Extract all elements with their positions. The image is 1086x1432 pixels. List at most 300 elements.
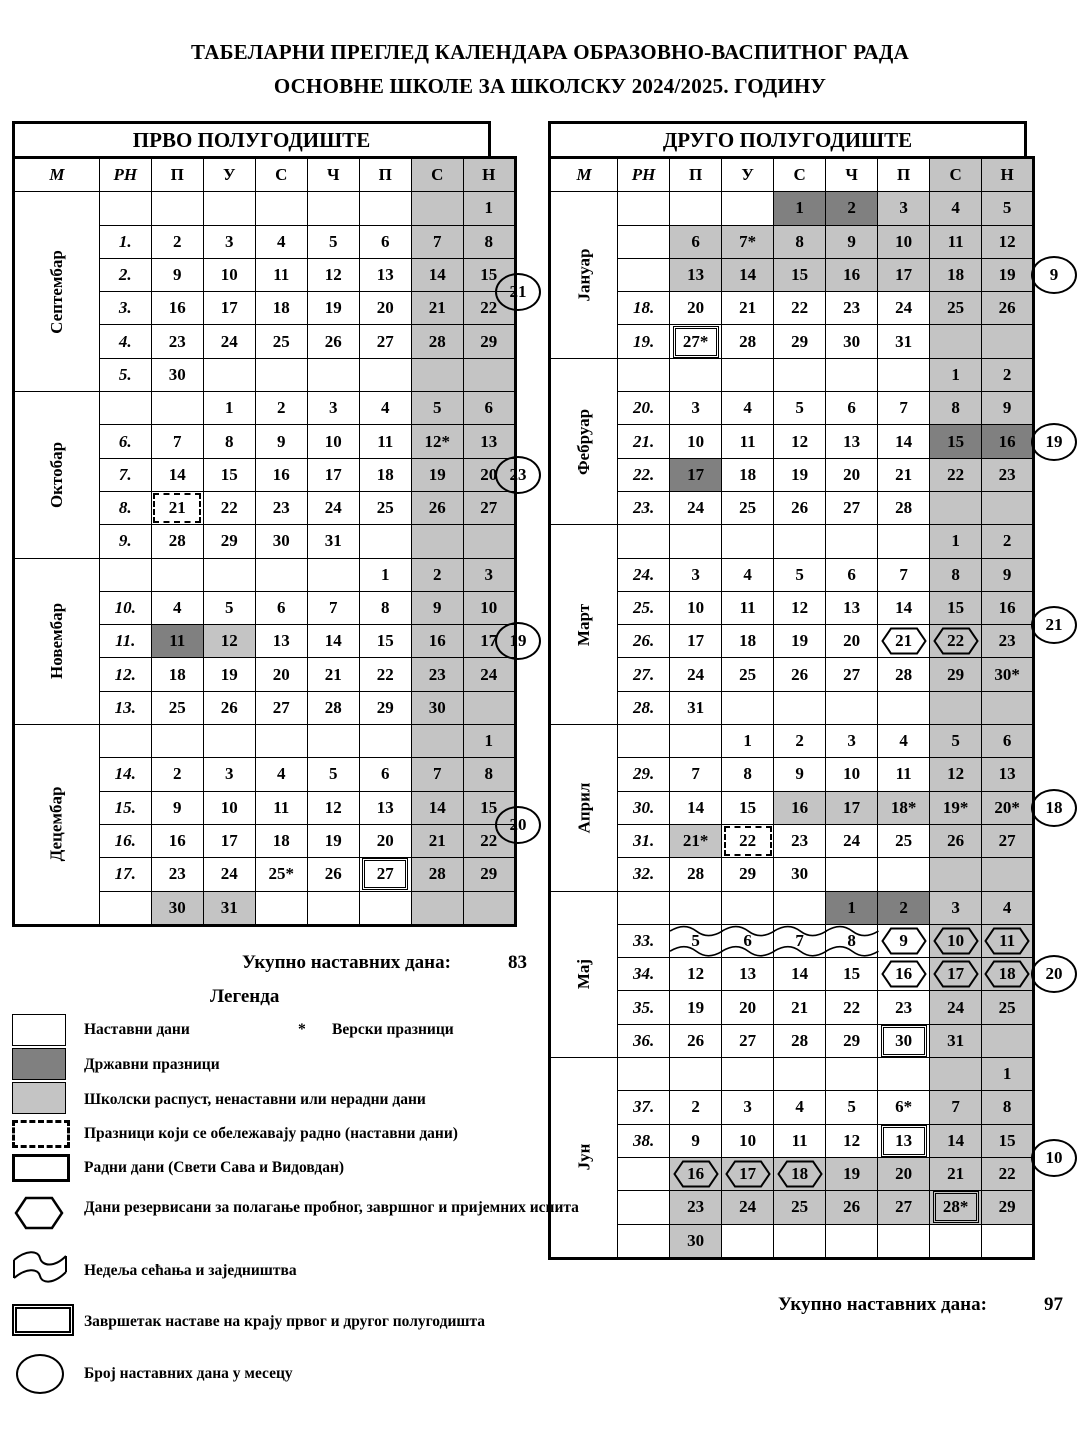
day-cell: 10	[722, 1124, 774, 1157]
day-cell: 26	[982, 292, 1034, 325]
day-cell: 7	[151, 425, 203, 458]
week-number: 26.	[618, 625, 670, 658]
week-row	[550, 458, 1034, 491]
day-cell: 4	[930, 192, 982, 225]
day-cell: 20	[255, 658, 307, 691]
week-row	[550, 591, 1034, 624]
column-header: РН	[618, 158, 670, 192]
day-cell: 4	[151, 591, 203, 624]
day-cell: 10	[203, 258, 255, 291]
day-cell: 5	[774, 558, 826, 591]
week-number: 10.	[99, 591, 151, 624]
day-cell: 25	[722, 491, 774, 524]
day-cell: 10	[670, 425, 722, 458]
wave-icon	[722, 925, 774, 957]
week-row	[550, 1058, 1034, 1091]
week-number: 35.	[618, 991, 670, 1024]
day-cell: 29	[359, 691, 411, 724]
day-number: 16	[895, 964, 913, 984]
column-header: Ч	[307, 158, 359, 192]
day-cell: 23	[255, 491, 307, 524]
day-cell: 21	[878, 458, 930, 491]
day-cell: 22	[463, 824, 515, 857]
day-cell	[359, 858, 411, 891]
day-cell: 13	[826, 425, 878, 458]
day-cell	[670, 358, 722, 391]
day-cell: 25	[255, 325, 307, 358]
day-cell: 5	[930, 725, 982, 758]
week-row	[550, 1024, 1034, 1057]
day-cell: 27	[463, 491, 515, 524]
week-row	[14, 192, 516, 225]
day-cell: 16	[774, 791, 826, 824]
week-row	[550, 1191, 1034, 1224]
day-cell: 19*	[930, 791, 982, 824]
day-cell	[463, 891, 515, 925]
day-cell	[411, 525, 463, 558]
day-cell: 17	[203, 292, 255, 325]
day-cell	[878, 1024, 930, 1057]
week-row	[550, 325, 1034, 358]
day-cell: 18	[255, 292, 307, 325]
day-cell: 26	[774, 491, 826, 524]
day-cell: 3	[203, 758, 255, 791]
day-cell: 15	[774, 258, 826, 291]
day-cell: 15	[982, 1124, 1034, 1157]
day-cell	[255, 358, 307, 391]
exam-day-marker	[933, 627, 979, 655]
day-cell: 19	[774, 458, 826, 491]
week-row	[550, 691, 1034, 724]
day-cell: 20	[722, 991, 774, 1024]
day-cell	[774, 1224, 826, 1258]
day-cell	[878, 358, 930, 391]
week-number	[99, 725, 151, 758]
day-cell: 14	[411, 791, 463, 824]
day-cell: 28	[411, 858, 463, 891]
day-cell	[151, 558, 203, 591]
day-cell: 18	[722, 625, 774, 658]
week-number	[618, 258, 670, 291]
day-cell	[411, 192, 463, 225]
day-cell	[774, 891, 826, 924]
day-cell: 27	[359, 325, 411, 358]
week-number: 24.	[618, 558, 670, 591]
day-cell: 13	[359, 258, 411, 291]
day-cell: 3	[203, 225, 255, 258]
day-cell: 7	[411, 758, 463, 791]
week-number: 5.	[99, 358, 151, 391]
day-cell: 16	[151, 292, 203, 325]
day-cell: 1	[359, 558, 411, 591]
month-name	[14, 725, 100, 926]
day-cell: 30	[255, 525, 307, 558]
day-cell: 25	[878, 824, 930, 857]
week-row	[550, 758, 1034, 791]
week-number	[618, 192, 670, 225]
day-cell: 8	[930, 558, 982, 591]
exam-day-marker	[984, 927, 1030, 955]
day-cell: 11	[930, 225, 982, 258]
day-cell	[255, 725, 307, 758]
day-cell: 5	[670, 924, 722, 957]
day-cell: 18	[722, 458, 774, 491]
page-title-line2: ОСНОВНЕ ШКОЛЕ ЗА ШКОЛСКУ 2024/2025. ГОДИНУ	[273, 74, 827, 98]
day-number: 9	[899, 930, 908, 950]
legend-swatch-dashed	[12, 1120, 70, 1148]
day-cell: 11	[878, 758, 930, 791]
day-cell	[982, 858, 1034, 891]
wave-icon	[774, 925, 826, 957]
day-cell	[774, 1157, 826, 1190]
week-number	[99, 891, 151, 925]
day-cell: 8	[930, 392, 982, 425]
week-row	[550, 1124, 1034, 1157]
day-cell: 13	[255, 625, 307, 658]
week-number: 1.	[99, 225, 151, 258]
day-cell: 28	[878, 658, 930, 691]
week-number: 21.	[618, 425, 670, 458]
week-row	[550, 725, 1034, 758]
day-cell: 30	[826, 325, 878, 358]
day-cell: 30	[151, 891, 203, 925]
day-cell: 5	[203, 591, 255, 624]
week-number: 25.	[618, 591, 670, 624]
second-half-total-label: Укупно наставних дана:	[778, 1294, 987, 1315]
working-holiday-marker	[724, 826, 772, 856]
legend-label-school-days: Наставни дани	[84, 1021, 190, 1038]
day-cell: 29	[203, 525, 255, 558]
first-half-title: ПРВО ПОЛУГОДИШТЕ	[12, 121, 491, 156]
week-number: 27.	[618, 658, 670, 691]
week-number: 8.	[99, 491, 151, 524]
day-cell	[982, 491, 1034, 524]
day-cell: 31	[203, 891, 255, 925]
day-cell: 7	[878, 392, 930, 425]
day-cell: 28	[411, 325, 463, 358]
week-row	[550, 891, 1034, 924]
day-cell: 14	[670, 791, 722, 824]
day-cell: 3	[307, 392, 359, 425]
day-cell: 21	[722, 292, 774, 325]
day-cell: 4	[878, 725, 930, 758]
week-number: 28.	[618, 691, 670, 724]
day-cell: 24	[463, 658, 515, 691]
day-cell	[774, 525, 826, 558]
day-cell: 7	[307, 591, 359, 624]
page-title-line1: ТАБЕЛАРНИ ПРЕГЛЕД КАЛЕНДАРА ОБРАЗОВНО-ВАСПИТНОГ РАДА	[191, 40, 909, 64]
day-cell	[359, 192, 411, 225]
day-cell	[982, 325, 1034, 358]
week-number: 15.	[99, 791, 151, 824]
day-cell: 18	[930, 258, 982, 291]
working-holiday-marker	[153, 493, 201, 523]
day-cell	[878, 924, 930, 957]
day-number: 18	[998, 964, 1016, 984]
day-cell: 10	[307, 425, 359, 458]
day-cell: 27	[826, 491, 878, 524]
legend-label-religious-holidays: Верски празници	[332, 1021, 454, 1038]
day-cell: 5	[982, 192, 1034, 225]
day-cell: 14	[878, 425, 930, 458]
day-cell	[359, 725, 411, 758]
week-number: 11.	[99, 625, 151, 658]
month-name	[550, 358, 618, 524]
month-name	[14, 558, 100, 724]
day-cell: 23	[411, 658, 463, 691]
day-cell: 20	[878, 1157, 930, 1190]
month-day-count-circle: 19	[495, 622, 541, 660]
day-cell: 14	[151, 458, 203, 491]
day-cell: 11	[255, 791, 307, 824]
day-cell: 30	[774, 858, 826, 891]
month-day-count-circle: 9	[1031, 256, 1077, 294]
month-label: Јун	[574, 1144, 594, 1171]
exam-day-marker	[933, 927, 979, 955]
day-cell: 19	[982, 258, 1034, 291]
week-number: 16.	[99, 824, 151, 857]
day-cell: 15	[359, 625, 411, 658]
day-cell	[359, 358, 411, 391]
day-number: 18	[791, 1164, 809, 1184]
first-half-calendar	[12, 156, 517, 927]
month-label: Децембар	[46, 787, 66, 862]
week-number: 18.	[618, 292, 670, 325]
day-cell: 9	[982, 392, 1034, 425]
day-cell: 24	[878, 292, 930, 325]
day-cell	[774, 691, 826, 724]
day-cell: 21	[307, 658, 359, 691]
month-name	[550, 1058, 618, 1259]
day-cell: 30	[151, 358, 203, 391]
day-cell	[670, 525, 722, 558]
day-cell: 10	[670, 591, 722, 624]
day-cell: 24	[307, 491, 359, 524]
day-cell	[982, 924, 1034, 957]
week-row	[550, 425, 1034, 458]
day-cell	[463, 525, 515, 558]
day-cell: 8	[774, 225, 826, 258]
month-day-count-circle: 20	[1031, 955, 1077, 993]
day-cell: 2	[982, 358, 1034, 391]
day-cell: 9	[826, 225, 878, 258]
week-number	[618, 1058, 670, 1091]
day-cell: 19	[411, 458, 463, 491]
day-cell: 21	[411, 292, 463, 325]
day-cell: 8	[982, 1091, 1034, 1124]
week-number: 38.	[618, 1124, 670, 1157]
month-label: Новембар	[46, 603, 66, 680]
day-cell: 25*	[255, 858, 307, 891]
day-cell: 7	[878, 558, 930, 591]
week-row	[550, 791, 1034, 824]
day-cell: 12	[826, 1124, 878, 1157]
day-cell	[930, 858, 982, 891]
week-number: 4.	[99, 325, 151, 358]
day-cell: 25	[930, 292, 982, 325]
day-cell: 22	[930, 458, 982, 491]
day-cell: 1	[930, 525, 982, 558]
day-cell: 9	[982, 558, 1034, 591]
day-number: 17	[739, 1164, 757, 1184]
day-cell: 17	[826, 791, 878, 824]
day-cell: 10	[878, 225, 930, 258]
day-cell: 10	[826, 758, 878, 791]
day-cell: 10	[203, 791, 255, 824]
wave-icon	[826, 925, 878, 957]
legend-label-day-count: Број наставних дана у месецу	[84, 1365, 293, 1382]
month-name	[14, 392, 100, 558]
day-cell: 21	[411, 824, 463, 857]
day-number: 27*	[682, 331, 709, 351]
day-cell: 24	[722, 1191, 774, 1224]
week-row	[550, 858, 1034, 891]
day-cell: 14	[411, 258, 463, 291]
week-number: 6.	[99, 425, 151, 458]
day-cell: 28	[670, 858, 722, 891]
day-cell: 2	[826, 192, 878, 225]
day-cell: 6	[359, 225, 411, 258]
day-cell: 23	[151, 325, 203, 358]
week-number: 13.	[99, 691, 151, 724]
legend-swatch-vacation	[12, 1082, 66, 1114]
day-cell: 11	[255, 258, 307, 291]
day-cell	[930, 958, 982, 991]
month-label: Октобар	[46, 441, 66, 508]
second-half-total-value: 97	[1044, 1294, 1063, 1315]
end-of-term-marker	[673, 326, 719, 358]
legend-hexagon-icon	[14, 1196, 64, 1230]
month-label: Септембар	[46, 249, 66, 334]
day-cell: 13	[982, 758, 1034, 791]
day-cell: 22	[203, 491, 255, 524]
day-cell: 11	[722, 591, 774, 624]
day-cell	[722, 1224, 774, 1258]
day-cell: 3	[722, 1091, 774, 1124]
day-cell	[307, 891, 359, 925]
day-cell	[670, 325, 722, 358]
day-cell	[463, 691, 515, 724]
day-cell: 12	[307, 791, 359, 824]
day-cell: 21	[930, 1157, 982, 1190]
day-cell: 12	[774, 591, 826, 624]
day-cell	[722, 1157, 774, 1190]
day-cell: 3	[930, 891, 982, 924]
week-number	[99, 392, 151, 425]
month-name	[550, 891, 618, 1057]
day-cell: 19	[307, 824, 359, 857]
week-number: 3.	[99, 292, 151, 325]
day-cell: 27	[982, 824, 1034, 857]
day-cell: 14	[878, 591, 930, 624]
day-cell	[826, 525, 878, 558]
day-cell: 18	[255, 824, 307, 857]
day-cell	[307, 725, 359, 758]
day-cell	[982, 1224, 1034, 1258]
week-row	[550, 1091, 1034, 1124]
day-cell: 6	[359, 758, 411, 791]
day-cell: 26	[826, 1191, 878, 1224]
day-cell: 23	[982, 625, 1034, 658]
day-cell: 26	[203, 691, 255, 724]
day-cell: 16	[826, 258, 878, 291]
week-row	[550, 525, 1034, 558]
day-cell: 3	[826, 725, 878, 758]
month-day-count-circle: 21	[495, 273, 541, 311]
day-cell: 24	[203, 325, 255, 358]
exam-day-marker	[881, 927, 927, 955]
day-cell	[722, 824, 774, 857]
week-number: 37.	[618, 1091, 670, 1124]
week-number: 7.	[99, 458, 151, 491]
day-cell: 12	[670, 958, 722, 991]
day-cell: 2	[151, 225, 203, 258]
day-cell: 1	[774, 192, 826, 225]
day-cell	[151, 491, 203, 524]
day-cell: 13	[826, 591, 878, 624]
week-number: 34.	[618, 958, 670, 991]
day-cell	[982, 958, 1034, 991]
day-cell: 21	[774, 991, 826, 1024]
week-number	[618, 891, 670, 924]
day-cell: 6	[463, 392, 515, 425]
column-header: П	[670, 158, 722, 192]
legend-circle-icon	[16, 1354, 64, 1394]
day-cell	[411, 725, 463, 758]
day-cell: 23	[982, 458, 1034, 491]
month-day-count-circle: 21	[1031, 606, 1077, 644]
day-cell	[930, 325, 982, 358]
day-cell: 25	[982, 991, 1034, 1024]
day-cell: 23	[826, 292, 878, 325]
day-number: 16	[687, 1164, 705, 1184]
day-cell: 22	[826, 991, 878, 1024]
week-number	[99, 192, 151, 225]
day-cell: 12	[307, 258, 359, 291]
day-cell: 8	[826, 924, 878, 957]
day-cell: 12	[930, 758, 982, 791]
day-number: 11	[999, 930, 1016, 950]
day-cell: 15	[463, 258, 515, 291]
day-cell	[411, 891, 463, 925]
week-row	[550, 924, 1034, 957]
month-label: Март	[574, 603, 594, 646]
day-cell	[203, 358, 255, 391]
day-cell: 23	[878, 991, 930, 1024]
day-cell	[878, 1224, 930, 1258]
column-header: У	[203, 158, 255, 192]
legend-label-working-holidays: Празници који се обележавају радно (наставни дани)	[84, 1125, 458, 1142]
day-cell	[670, 1058, 722, 1091]
exam-day-marker	[881, 960, 927, 988]
day-cell: 8	[463, 225, 515, 258]
day-cell: 29	[826, 1024, 878, 1057]
legend-label-end-of-teaching: Завршетак наставе на крају првог и другог полугодишта	[84, 1313, 486, 1330]
column-header: М	[14, 158, 100, 192]
day-cell: 27	[255, 691, 307, 724]
week-row	[550, 1157, 1034, 1190]
column-header: С	[411, 158, 463, 192]
day-cell: 30*	[982, 658, 1034, 691]
week-number	[618, 725, 670, 758]
column-header: Н	[982, 158, 1034, 192]
day-cell: 28	[774, 1024, 826, 1057]
day-cell: 17	[203, 824, 255, 857]
day-cell: 30	[670, 1224, 722, 1258]
month-day-count-circle: 19	[1031, 423, 1077, 461]
day-cell: 5	[411, 392, 463, 425]
day-cell	[826, 358, 878, 391]
